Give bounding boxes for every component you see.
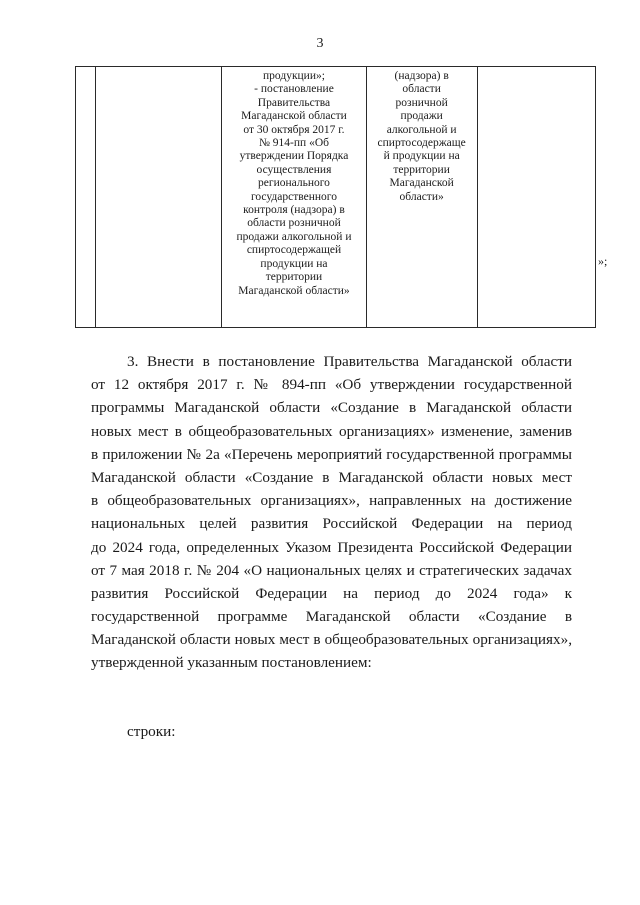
- paragraph-line: Магаданской области «Создание в Магаданской области новых мест: [91, 468, 572, 486]
- table-cell-number: [76, 67, 96, 328]
- paragraph-line: развития Российской Федерации на период до 2024 года» к: [91, 584, 572, 602]
- table-cell-legal-acts: [222, 67, 366, 328]
- continuation-table: [75, 66, 596, 328]
- legal-acts-line: регионального: [258, 177, 330, 190]
- control-type-line: области»: [399, 190, 444, 203]
- paragraph-line: новых мест в общеобразовательных организациях» изменение, заменив: [91, 422, 572, 440]
- control-type-line: (надзора) в: [394, 70, 449, 82]
- paragraph-line: в приложении № 2а «Перечень мероприятий государственной программы: [91, 445, 572, 463]
- paragraph-line: в общеобразовательных организациях», направленных на достижение: [91, 492, 572, 510]
- table-cell-control-type: [366, 67, 477, 328]
- legal-acts-line: Магаданской области»: [238, 284, 350, 297]
- table-cell-notes: [477, 67, 595, 328]
- legal-acts-line: продажи алкогольной и: [236, 230, 352, 243]
- paragraph-line: от 12 октября 2017 г. № 894-пп «Об утверждении государственной: [91, 376, 572, 394]
- control-type-line: розничной: [395, 96, 448, 109]
- control-type-line: спиртосодержаще: [377, 137, 466, 150]
- table-row-end-mark: »;: [598, 254, 608, 268]
- control-type-line: й продукции на: [383, 150, 460, 163]
- paragraph-line: 3. Внести в постановление Правительства Магаданской области: [127, 353, 572, 370]
- legal-acts-line: продукции»;: [263, 70, 325, 82]
- legal-acts-line: контроля (надзора) в: [243, 204, 345, 217]
- legal-acts-line: Магаданской области: [241, 110, 347, 123]
- control-type-line: области: [402, 83, 441, 96]
- paragraph-line: национальных целей развития Российской Федерации на период: [91, 515, 572, 533]
- lines-label: строки:: [127, 723, 176, 740]
- table-cell-event: [95, 67, 222, 328]
- legal-acts-line: осуществления: [256, 163, 332, 176]
- paragraph-line: утвержденной указанным постановлением:: [91, 654, 372, 672]
- paragraph-line: до 2024 года, определенных Указом Президента Российской Федерации: [91, 538, 572, 556]
- legal-acts-line: - постановление: [254, 83, 334, 96]
- control-type-line: продажи: [400, 110, 443, 123]
- legal-acts-line: области розничной: [247, 217, 341, 230]
- legal-acts-line: территории: [265, 271, 323, 284]
- item-3-paragraph: [91, 350, 572, 675]
- legal-acts-line: утверждении Порядка: [239, 150, 349, 163]
- legal-acts-line: государственного: [250, 190, 337, 203]
- legal-acts-line: Правительства: [257, 96, 331, 109]
- paragraph-line: государственной программе Магаданской области «Создание в: [91, 608, 572, 626]
- table-row: [76, 67, 596, 328]
- legal-acts-line: продукции на: [260, 257, 328, 270]
- legal-acts-line: спиртосодержащей: [246, 244, 342, 257]
- control-type-line: Магаданской: [389, 177, 454, 190]
- control-type-line: территории: [393, 163, 450, 176]
- paragraph-line: Магаданской области новых мест в общеобразовательных организациях»,: [91, 631, 572, 649]
- legal-acts-line: от 30 октября 2017 г.: [243, 123, 345, 136]
- paragraph-line: от 7 мая 2018 г. № 204 «О национальных целях и стратегических задачах: [91, 561, 572, 579]
- control-type-line: алкогольной и: [386, 123, 457, 136]
- paragraph-line: программы Магаданской области «Создание в Магаданской области: [91, 399, 572, 417]
- page-number: 3: [316, 36, 324, 51]
- legal-acts-line: № 914-пп «Об: [258, 137, 329, 150]
